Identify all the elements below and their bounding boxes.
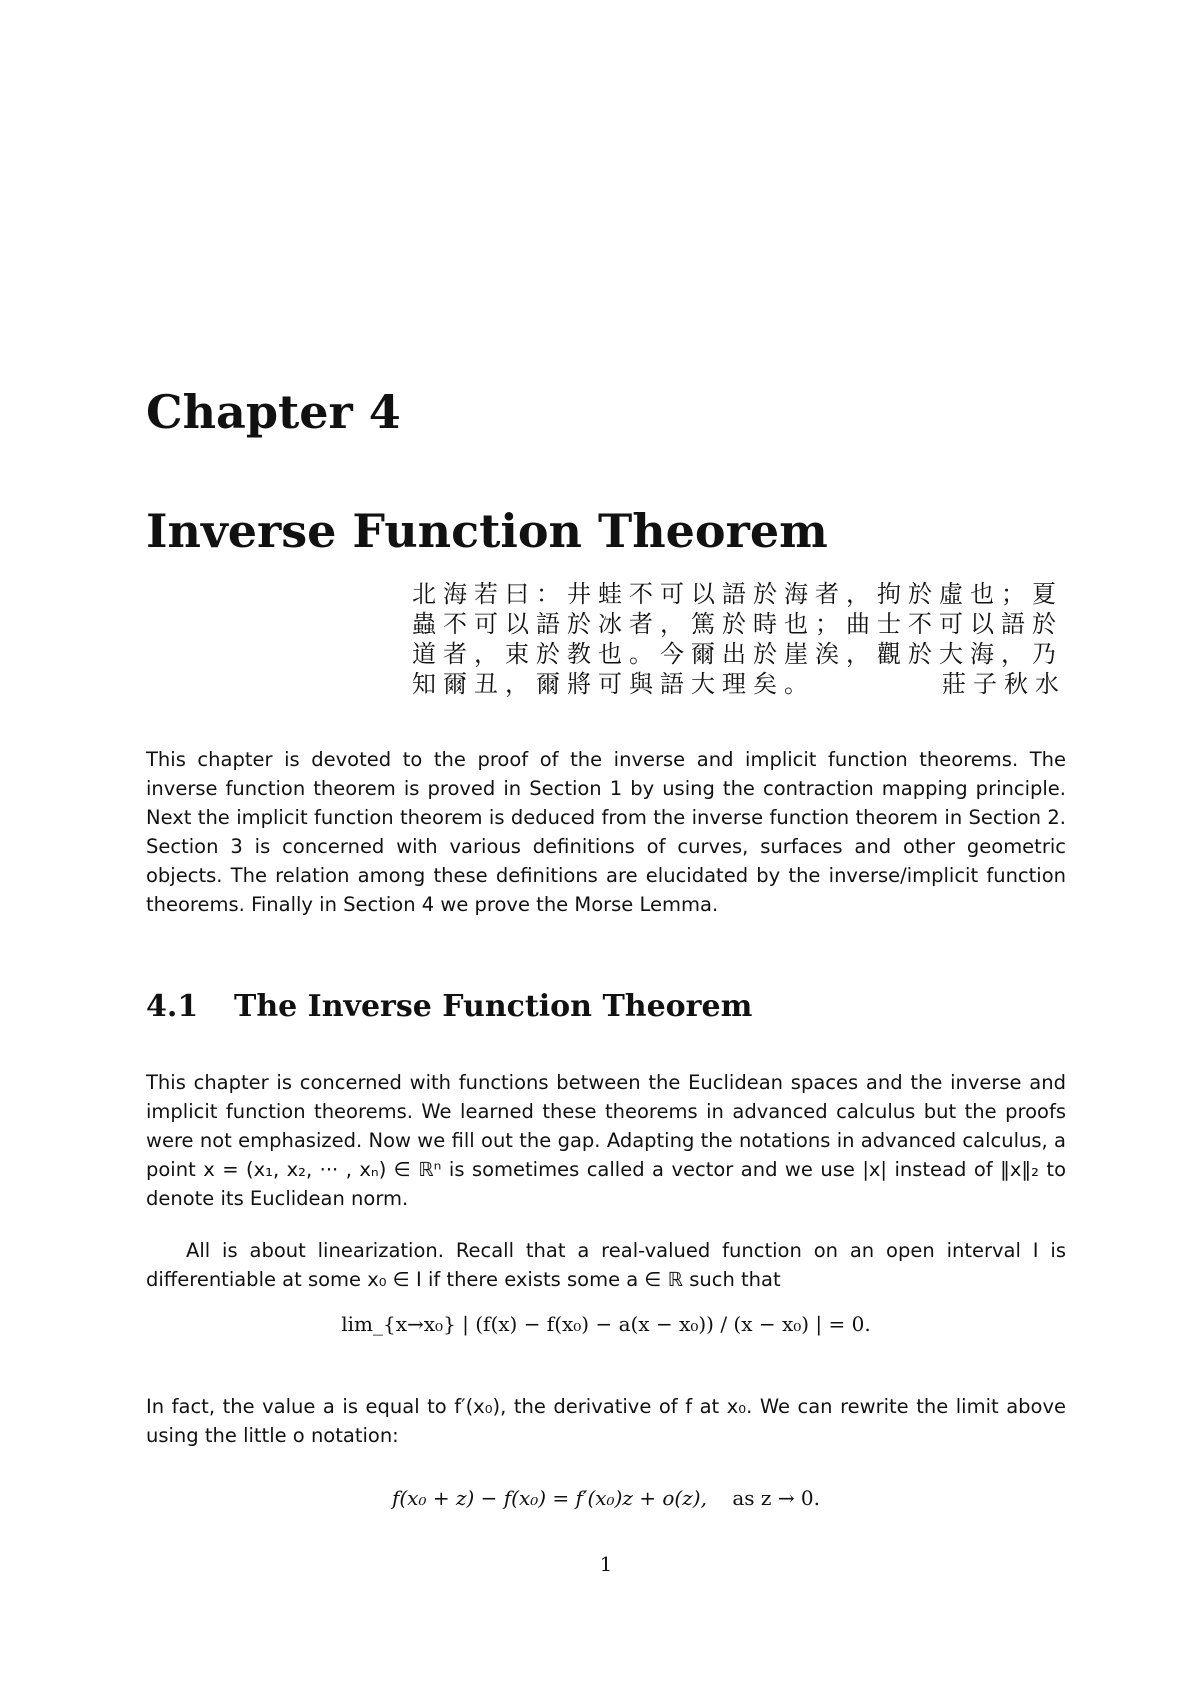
epigraph-line: 蟲不可以語於冰者，篤於時也；曲士不可以語於: [412, 610, 1063, 638]
epigraph-line: 道者，束於教也。今爾出於崖涘，觀於大海，乃: [412, 640, 1063, 668]
little-o-equation: [146, 1484, 1066, 1512]
chapter-intro-paragraph: This chapter is devoted to the proof of the inverse and implicit function theorems. The inverse function theorem is proved in Section 1 by using the contraction mapping principle. Next the implicit function theorem is deduced from the inverse function theorem in Section 2. Section 3 is concerned with various definitions of curves, surfaces and other geometric objects. The relation among these definitions are elucidated by the inverse/implicit function theorems. Finally in Section 4 we prove the Morse Lemma.: [146, 748, 1066, 916]
body-paragraph: All is about linearization. Recall that a real-valued function on an open interval I is differentiable at some x₀ ∈ I if there exists some a ∈ ℝ such that: [146, 1239, 1066, 1291]
epigraph: [412, 580, 1066, 700]
epigraph-source: 莊子秋水: [942, 670, 1066, 698]
epigraph-line: 北海若曰：井蛙不可以語於海者，拘於虛也；夏: [412, 580, 1063, 608]
document-page: [146, 0, 1066, 1696]
little-o-condition: as z → 0.: [732, 1486, 821, 1510]
chapter-title: Inverse Function Theorem: [146, 504, 828, 558]
epigraph-last-line: [412, 670, 1066, 700]
body-paragraph: In fact, the value a is equal to f′(x₀), the derivative of f at x₀. We can rewrite the limit above using the little o notation:: [146, 1395, 1066, 1447]
body-paragraph: This chapter is concerned with functions between the Euclidean spaces and the inverse and implicit function theorems. We learned these theorems in advanced calculus but the proofs were not emphasized. Now we fill out the gap. Adapting the notations in advanced calculus, a point x = (x₁, x₂, ··· , xₙ) ∈ ℝⁿ is sometimes called a vector and we use |x| instead of ‖x‖₂ to denote its Euclidean norm.: [146, 1071, 1066, 1210]
page-number: 1: [599, 1552, 613, 1576]
section-title: The Inverse Function Theorem: [234, 989, 753, 1024]
section-number: 4.1: [146, 989, 199, 1024]
chapter-label: Chapter 4: [146, 385, 401, 439]
limit-equation: lim_{x→x₀} | (f(x) − f(x₀) − a(x − x₀)) / (x − x₀) | = 0.: [341, 1312, 871, 1336]
little-o-expression: f(x₀ + z) − f(x₀) = f′(x₀)z + o(z),: [391, 1486, 707, 1510]
epigraph-line: 知爾丑，爾將可與語大理矣。: [412, 670, 815, 698]
section-heading: [146, 988, 752, 1026]
